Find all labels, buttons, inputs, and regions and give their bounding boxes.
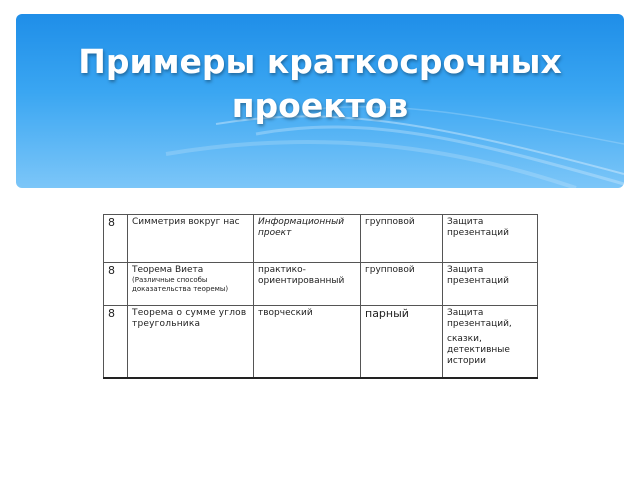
slide-title	[16, 40, 624, 128]
form-cell: парный	[361, 306, 443, 379]
grade-cell: 8	[104, 306, 128, 379]
slide-title-line2: проектов	[231, 86, 409, 125]
type-cell: творческий	[254, 306, 361, 379]
projects-table	[103, 214, 538, 379]
result-text: Защита презентаций,	[447, 308, 512, 329]
form-cell: групповой	[361, 263, 443, 306]
result-cell: Защита презентаций	[443, 263, 538, 306]
topic-text: Теорема Виета	[132, 265, 204, 275]
topic-cell: Теорема о сумме углов треугольника	[128, 306, 254, 379]
type-cell: практико-ориентированный	[254, 263, 361, 306]
grade-cell: 8	[104, 263, 128, 306]
topic-cell	[128, 263, 254, 306]
slide-title-line1: Примеры краткосрочных	[78, 42, 562, 81]
type-cell: Информационный проект	[254, 215, 361, 263]
table-row	[104, 306, 538, 379]
grade-cell: 8	[104, 215, 128, 263]
result-extra: сказки, детективные истории	[447, 334, 510, 366]
table-row	[104, 263, 538, 306]
result-cell	[443, 306, 538, 379]
result-cell: Защита презентаций	[443, 215, 538, 263]
table-row	[104, 215, 538, 263]
topic-note: (Различные способы доказательства теоремы)	[132, 276, 229, 293]
form-cell: групповой	[361, 215, 443, 263]
title-banner	[16, 14, 624, 188]
topic-cell: Симметрия вокруг нас	[128, 215, 254, 263]
